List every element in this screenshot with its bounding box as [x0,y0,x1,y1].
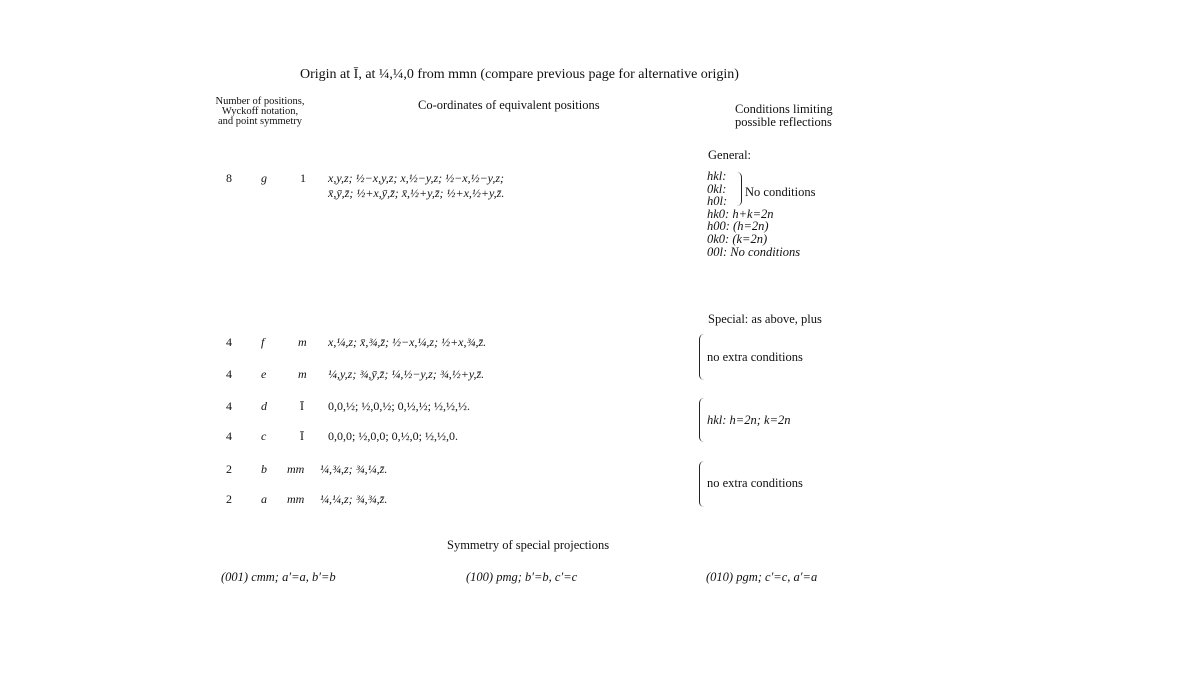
special-brace-1 [699,334,704,380]
special-brace-2 [699,398,704,442]
site-symmetry: Ī [300,399,304,413]
multiplicity: 2 [226,462,232,476]
header-conditions-line-2: possible reflections [735,115,832,129]
coordinates-line-1: 0,0,½; ½,0,½; 0,½,½; ½,½,½. [328,399,471,413]
header-conditions-line-1: Conditions limiting [735,102,833,116]
coordinates-line-1: ¼,¾,z; ¾,¼,z̄. [320,462,388,476]
site-symmetry: Ī [300,429,304,443]
header-wyckoff-line-2: Wyckoff notation, [221,106,299,117]
general-label: General: [708,148,752,162]
site-symmetry: m [298,367,307,381]
multiplicity: 4 [226,399,232,413]
condition-0k0: 0k0: (k=2n) [707,231,768,246]
coordinates-line-1: 0,0,0; ½,0,0; 0,½,0; ½,½,0. [328,429,459,443]
multiplicity: 4 [226,429,232,443]
coordinates-line-2: x̄,ȳ,z̄; ½+x,ȳ,z̄; x̄,½+y,z̄; ½+x,½+y,z̄. [328,186,505,200]
special-condition-dc: hkl: h=2n; k=2n [707,413,791,427]
wyckoff-letter: e [261,367,267,381]
header-coordinates: Co-ordinates of equivalent positions [418,98,600,112]
multiplicity: 2 [226,492,232,506]
header-wyckoff-line-3: and point symmetry [218,116,302,127]
wyckoff-letter: c [261,429,267,443]
header-wyckoff-line-1: Number of positions, [215,96,305,107]
coordinates-line-1: ¼,y,z; ¾,ȳ,z̄; ¼,½−y,z; ¾,½+y,z̄. [328,367,485,381]
no-conditions-note: No conditions [745,185,816,199]
projection-100: (100) pmg; b′=b, c′=c [466,570,578,584]
special-condition-ba: no extra conditions [707,476,803,490]
special-label: Special: as above, plus [708,312,822,326]
general-brace [737,172,742,206]
header-wyckoff [205,97,315,127]
wyckoff-letter: a [261,492,267,506]
coordinates-line-1: ¼,¼,z; ¾,¾,z̄. [320,492,388,506]
site-symmetry: 1 [300,171,306,185]
projections-title: Symmetry of special projections [447,538,610,552]
condition-h0l: h0l: [707,194,728,209]
coordinates-line-1: x,y,z; ½−x,y,z; x,½−y,z; ½−x,½−y,z; [328,171,505,185]
condition-00l: 00l: No conditions [707,244,801,259]
wyckoff-letter: f [261,335,265,349]
special-brace-3 [699,461,704,507]
site-symmetry: mm [287,492,305,506]
wyckoff-letter: d [261,399,267,413]
coordinates-line-1: x,¼,z; x̄,¾,z̄; ½−x,¼,z; ½+x,¾,z̄. [328,335,487,349]
condition-0kl: 0kl: [707,181,727,196]
multiplicity: 4 [226,335,232,349]
site-symmetry: m [298,335,307,349]
condition-hkl: hkl: [707,169,727,183]
wyckoff-letter: b [261,462,267,476]
condition-hk0: hk0: h+k=2n [707,206,774,221]
multiplicity: 8 [226,171,232,185]
multiplicity: 4 [226,367,232,381]
projection-010: (010) pgm; c′=c, a′=a [706,570,818,584]
header-conditions [735,103,833,129]
page-title: Origin at Ī, at ¼,¼,0 from mmn (compare previous page for alternative origin) [300,67,739,82]
site-symmetry: mm [287,462,305,476]
general-conditions [707,170,800,258]
wyckoff-letter: g [261,171,267,185]
special-condition-fe: no extra conditions [707,350,803,364]
condition-h00: h00: (h=2n) [707,219,769,234]
projection-001: (001) cmm; a′=a, b′=b [221,570,336,584]
